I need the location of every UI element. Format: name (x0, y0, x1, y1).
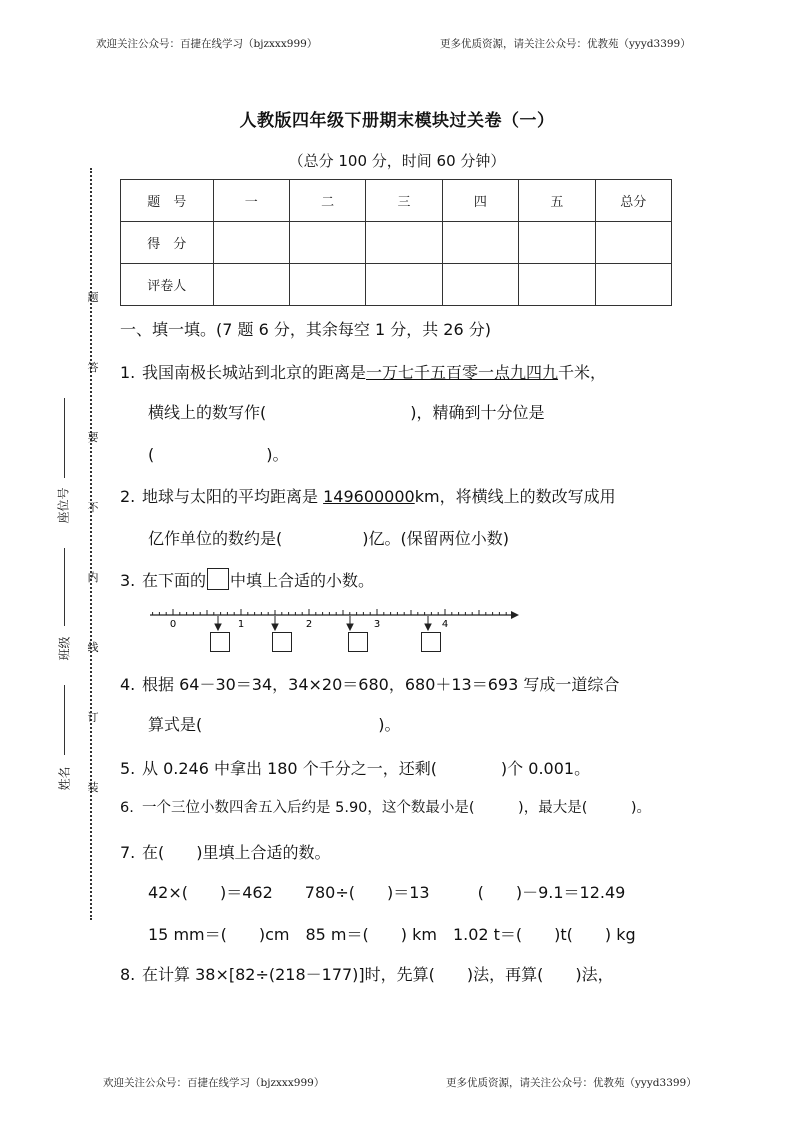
down-arrow-icon (272, 624, 278, 630)
question-number: 8. (120, 965, 136, 984)
binding-char: 答 (87, 361, 99, 374)
footer-right: 更多优质资源，请关注公众号：优教苑（yyyd3399） (446, 1077, 697, 1089)
number-line-ticks (153, 609, 507, 615)
question-text: 根据 64－30＝34，34×20＝680，680＋13＝693 写成一道综合 (142, 675, 620, 694)
question-number: 2. (120, 487, 136, 506)
name-blank[interactable] (64, 685, 65, 755)
question-7-line-2: 42×( )＝462 780÷( )＝13 ( )－9.1＝12.49 (148, 883, 626, 902)
number-line-answer-box[interactable] (348, 632, 368, 652)
question-number: 5. (120, 759, 136, 778)
question-number: 1. (120, 363, 136, 382)
question-7 (120, 840, 331, 863)
score-table-header-cell: 五 (519, 180, 595, 222)
tick-label: 2 (305, 619, 313, 630)
grader-cell[interactable] (213, 264, 289, 306)
binding-char: 内 (87, 571, 99, 584)
grader-cell[interactable] (366, 264, 442, 306)
question-number: 7. (120, 843, 136, 862)
score-row-label: 得 分 (121, 222, 214, 264)
answer-box-icon (207, 568, 229, 590)
question-text: km，将横线上的数改写成用 (414, 487, 616, 506)
question-1-line-2: 横线上的数写作( )，精确到十分位是 (148, 403, 545, 422)
number-line-answer-box[interactable] (421, 632, 441, 652)
grader-cell[interactable] (289, 264, 365, 306)
down-arrow-icon (425, 624, 431, 630)
tick-label: 4 (441, 619, 449, 630)
question-number: 3. (120, 571, 136, 590)
class-label: 班级 (57, 636, 72, 661)
question-text: 在下面的 (142, 571, 207, 590)
tick-label: 3 (373, 619, 381, 630)
score-table-header-cell: 题 号 (121, 180, 214, 222)
score-table-header-cell: 四 (442, 180, 518, 222)
binding-char: 题 (87, 291, 99, 304)
question-text: 地球与太阳的平均距离是 (142, 487, 324, 506)
question-5 (120, 756, 590, 779)
question-1 (120, 360, 606, 383)
question-2-line-2: 亿作单位的数约是( )亿。(保留两位小数) (148, 529, 509, 548)
binding-char: 要 (87, 431, 99, 444)
question-2 (120, 484, 616, 507)
number-line (0, 600, 794, 660)
grader-cell[interactable] (519, 264, 595, 306)
question-number: 4. (120, 675, 136, 694)
score-table-header-cell: 一 (213, 180, 289, 222)
down-arrow-icon (347, 624, 353, 630)
underlined-number: 一万七千五百零一点九四九 (366, 363, 559, 382)
question-3 (120, 568, 374, 591)
score-cell[interactable] (442, 222, 518, 264)
grader-cell[interactable] (595, 264, 671, 306)
footer-left: 欢迎关注公众号：百捷在线学习（bjzxxx999） (103, 1077, 325, 1089)
score-table-header-cell: 三 (366, 180, 442, 222)
question-text: 一个三位小数四舍五入后约是 5.90，这个数最小是( )，最大是( )。 (142, 800, 652, 816)
arrow-right-icon (511, 611, 519, 619)
question-6 (120, 796, 651, 817)
down-arrow-icon (215, 624, 221, 630)
binding-char: 装 (87, 781, 99, 794)
tick-label: 0 (169, 619, 177, 630)
question-7-line-3: 15 mm＝( )cm 85 m＝( ) km 1.02 t＝( )t( ) kg (148, 925, 636, 944)
seat-number-label: 座位号 (56, 487, 71, 524)
question-4 (120, 672, 619, 695)
score-cell[interactable] (289, 222, 365, 264)
score-table (120, 179, 672, 306)
question-1-line-3: ( )。 (148, 445, 289, 464)
score-cell[interactable] (213, 222, 289, 264)
tick-label: 1 (237, 619, 245, 630)
number-line-answer-box[interactable] (272, 632, 292, 652)
grader-cell[interactable] (442, 264, 518, 306)
question-text: 千米， (558, 363, 607, 382)
binding-char: 线 (87, 641, 99, 654)
header-left: 欢迎关注公众号：百捷在线学习（bjzxxx999） (96, 38, 318, 50)
seat-number-blank[interactable] (64, 398, 65, 478)
score-table-row (121, 264, 672, 306)
question-4-line-2: 算式是( )。 (148, 715, 401, 734)
page-subtitle: （总分 100 分，时间 60 分钟） (288, 152, 506, 170)
score-table-header-row (121, 180, 672, 222)
binding-dotted-line (90, 168, 92, 920)
question-8 (120, 962, 614, 985)
question-text: 中填上合适的小数。 (230, 571, 375, 590)
score-table-header-cell: 总分 (595, 180, 671, 222)
number-line-answer-box[interactable] (210, 632, 230, 652)
score-cell[interactable] (595, 222, 671, 264)
score-row-label: 评卷人 (121, 264, 214, 306)
score-table-header-cell: 二 (289, 180, 365, 222)
score-cell[interactable] (366, 222, 442, 264)
question-text: 在( )里填上合适的数。 (142, 843, 331, 862)
page-title: 人教版四年级下册期末模块过关卷（一） (239, 111, 555, 131)
score-table-row (121, 222, 672, 264)
header-right: 更多优质资源，请关注公众号：优教苑（yyyd3399） (440, 38, 691, 50)
underlined-number: 149600000 (323, 487, 415, 506)
binding-char: 订 (87, 711, 99, 724)
question-text: 从 0.246 中拿出 180 个千分之一，还剩( )个 0.001。 (142, 759, 591, 778)
question-text: 我国南极长城站到北京的距离是 (142, 363, 367, 382)
score-cell[interactable] (519, 222, 595, 264)
name-label: 姓名 (57, 766, 72, 791)
section-heading: 一、填一填。(7 题 6 分，其余每空 1 分，共 26 分) (120, 320, 491, 339)
question-text: 在计算 38×[82÷(218－177)]时，先算( )法，再算( )法， (142, 965, 614, 984)
binding-char: 不 (87, 501, 99, 514)
question-number: 6. (120, 800, 134, 816)
